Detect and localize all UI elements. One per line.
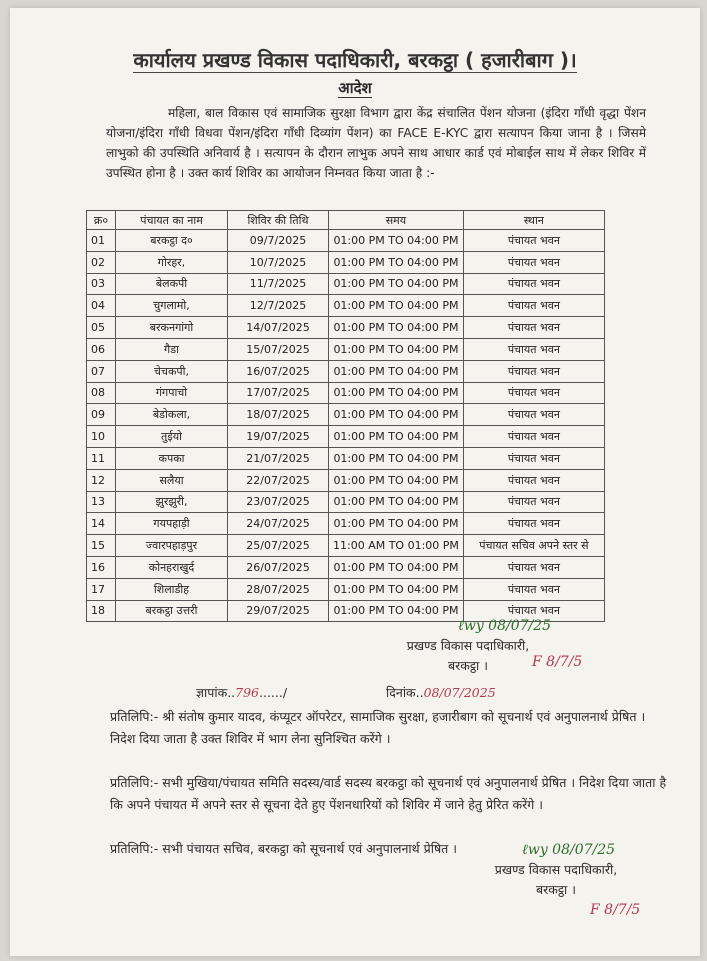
cell-panchayat: ज्वारपहाड़पुर [116, 535, 228, 557]
cell-serial: 06 [87, 338, 116, 360]
cell-venue: पंचायत भवन [463, 447, 604, 469]
table-row [87, 556, 605, 578]
cell-time: 01:00 PM TO 04:00 PM [329, 578, 464, 600]
cell-venue: पंचायत भवन [463, 230, 604, 252]
cell-date: 17/07/2025 [228, 382, 329, 404]
cell-date: 21/07/2025 [228, 447, 329, 469]
initials-stamp-2: F 8/7/5 [590, 902, 641, 918]
memo-date-label: दिनांक.. [386, 685, 424, 700]
order-paragraph: महिला, बाल विकास एवं सामाजिक सुरक्षा विभाग द्वारा केंद्र संचालित पेंशन योजना (इंदिरा गाँधी वृद्धा पेंशन योजना/इंदिरा गाँधी विधवा पेंशन/इंदिरा गाँधी दिव्यांग पेंशन) का FACE E-KYC द्वारा सत्यापन किया जाना है । जिसमे लाभुको की उपस्थिति अनिवार्य है । सत्यापन के दौरान लाभुक अपने साथ आधार कार्ड एवं मोबाईल साथ में लेकर शिविर में उपस्थित होना है । उक्त कार्य शिविर का आयोजन निम्नवत किया जाता है :- [106, 106, 646, 180]
cell-date: 18/07/2025 [228, 404, 329, 426]
cell-venue: पंचायत भवन [463, 382, 604, 404]
cell-serial: 12 [87, 469, 116, 491]
cell-time: 01:00 PM TO 04:00 PM [329, 469, 464, 491]
table-row [87, 251, 605, 273]
cell-date: 25/07/2025 [228, 535, 329, 557]
header-time: समय [329, 211, 464, 230]
signature-block-2 [476, 860, 636, 900]
cell-venue: पंचायत भवन [463, 556, 604, 578]
cell-serial: 07 [87, 360, 116, 382]
cell-date: 10/7/2025 [228, 251, 329, 273]
cell-panchayat: कोनहराखुर्द [116, 556, 228, 578]
cell-venue: पंचायत भवन [463, 578, 604, 600]
cell-venue: पंचायत भवन [463, 251, 604, 273]
cell-time: 01:00 PM TO 04:00 PM [329, 273, 464, 295]
table-row [87, 404, 605, 426]
cell-panchayat: गयपहाड़ी [116, 513, 228, 535]
copy-label: प्रतिलिपि:- [110, 709, 159, 724]
table-row [87, 491, 605, 513]
cell-time: 01:00 PM TO 04:00 PM [329, 491, 464, 513]
cell-serial: 04 [87, 295, 116, 317]
table-header-row [87, 211, 605, 230]
table-row [87, 513, 605, 535]
copy-label: प्रतिलिपि:- [110, 775, 159, 790]
cell-date: 16/07/2025 [228, 360, 329, 382]
cell-serial: 15 [87, 535, 116, 557]
copy-text: सभी मुखिया/पंचायत समिति सदस्य/वार्ड सदस्य बरकट्ठा को सूचनार्थ एवं अनुपालनार्थ प्रेषित । निदेश दिया जाता है कि अपने पंचायत में अपने स्तर से सूचना देते हुए पेंशनधारियों को शिविर में जाने हेतु प्रेरित करेंगे । [110, 775, 667, 812]
table-row [87, 578, 605, 600]
signatory-designation: प्रखण्ड विकास पदाधिकारी, [406, 638, 530, 653]
cell-date: 23/07/2025 [228, 491, 329, 513]
memo-number-label: ज्ञापांक.. [196, 685, 236, 700]
copy-1 [110, 706, 670, 750]
cell-panchayat: झुरझुरी, [116, 491, 228, 513]
cell-venue: पंचायत भवन [463, 338, 604, 360]
cell-venue: पंचायत भवन [463, 513, 604, 535]
cell-panchayat: गैडा [116, 338, 228, 360]
cell-panchayat: बरकट्ठा द० [116, 230, 228, 252]
cell-venue: पंचायत भवन [463, 404, 604, 426]
cell-date: 29/07/2025 [228, 600, 329, 622]
header-date: शिविर की तिथि [228, 211, 329, 230]
signatory-designation: प्रखण्ड विकास पदाधिकारी, [494, 862, 618, 877]
header-serial: क्र० [87, 211, 116, 230]
table-row [87, 360, 605, 382]
cell-date: 26/07/2025 [228, 556, 329, 578]
table-row [87, 295, 605, 317]
cell-serial: 01 [87, 230, 116, 252]
memo-number: 796 [235, 685, 259, 700]
table-row [87, 447, 605, 469]
cell-time: 01:00 PM TO 04:00 PM [329, 404, 464, 426]
table-row [87, 338, 605, 360]
table-row [87, 469, 605, 491]
cell-date: 28/07/2025 [228, 578, 329, 600]
cell-panchayat: गोरहर, [116, 251, 228, 273]
handwritten-signature-2: ℓwy 08/07/25 [522, 842, 616, 858]
cell-time: 01:00 PM TO 04:00 PM [329, 338, 464, 360]
cell-date: 22/07/2025 [228, 469, 329, 491]
cell-panchayat: तुईयो [116, 426, 228, 448]
cell-venue: पंचायत सचिव अपने स्तर से [463, 535, 604, 557]
cell-serial: 18 [87, 600, 116, 622]
cell-venue: पंचायत भवन [463, 469, 604, 491]
cell-serial: 11 [87, 447, 116, 469]
cell-serial: 13 [87, 491, 116, 513]
signatory-place: बरकट्ठा । [536, 882, 576, 897]
cell-date: 24/07/2025 [228, 513, 329, 535]
cell-panchayat: चेचकपी, [116, 360, 228, 382]
cell-date: 11/7/2025 [228, 273, 329, 295]
cell-time: 01:00 PM TO 04:00 PM [329, 230, 464, 252]
cell-venue: पंचायत भवन [463, 317, 604, 339]
initials-stamp: F 8/7/5 [532, 654, 583, 670]
copy-2 [110, 772, 670, 816]
document-page [10, 8, 700, 956]
cell-serial: 14 [87, 513, 116, 535]
cell-panchayat: बेलकपी [116, 273, 228, 295]
camp-schedule-table [86, 210, 605, 622]
cell-panchayat: गंगपाचो [116, 382, 228, 404]
cell-serial: 10 [87, 426, 116, 448]
cell-date: 12/7/2025 [228, 295, 329, 317]
cell-panchayat: कपका [116, 447, 228, 469]
header-panchayat: पंचायत का नाम [116, 211, 228, 230]
cell-panchayat: सलैया [116, 469, 228, 491]
cell-panchayat: चुगलामो, [116, 295, 228, 317]
signature-block-1 [388, 636, 548, 676]
cell-time: 01:00 PM TO 04:00 PM [329, 295, 464, 317]
memo-number-tail: ....../ [259, 685, 288, 700]
cell-date: 14/07/2025 [228, 317, 329, 339]
cell-time: 01:00 PM TO 04:00 PM [329, 556, 464, 578]
cell-time: 01:00 PM TO 04:00 PM [329, 317, 464, 339]
table-row [87, 535, 605, 557]
handwritten-signature: ℓwy 08/07/25 [458, 618, 552, 634]
table-row [87, 273, 605, 295]
cell-panchayat: शिलाडीह [116, 578, 228, 600]
cell-serial: 09 [87, 404, 116, 426]
copy-text: श्री संतोष कुमार यादव, कंप्यूटर ऑपरेटर, सामाजिक सुरक्षा, हजारीबाग को सूचनार्थ एवं अनुपालनार्थ प्रेषित । निदेश दिया जाता है उक्त शिविर में भाग लेना सुनिश्चित करेंगे । [110, 709, 646, 746]
cell-time: 01:00 PM TO 04:00 PM [329, 360, 464, 382]
cell-venue: पंचायत भवन [463, 360, 604, 382]
cell-serial: 08 [87, 382, 116, 404]
cell-panchayat: बरकट्ठा उत्तरी [116, 600, 228, 622]
cell-serial: 03 [87, 273, 116, 295]
cell-time: 01:00 PM TO 04:00 PM [329, 513, 464, 535]
cell-panchayat: बेडोकला, [116, 404, 228, 426]
cell-date: 19/07/2025 [228, 426, 329, 448]
signatory-place: बरकट्ठा । [448, 658, 488, 673]
cell-time: 01:00 PM TO 04:00 PM [329, 600, 464, 622]
table-row [87, 230, 605, 252]
cell-time: 01:00 PM TO 04:00 PM [329, 382, 464, 404]
cell-venue: पंचायत भवन [463, 426, 604, 448]
cell-venue: पंचायत भवन [463, 273, 604, 295]
office-title: कार्यालय प्रखण्ड विकास पदाधिकारी, बरकट्ठा ( हजारीबाग )। [133, 48, 577, 72]
cell-time: 01:00 PM TO 04:00 PM [329, 447, 464, 469]
cell-time: 11:00 AM TO 01:00 PM [329, 535, 464, 557]
cell-time: 01:00 PM TO 04:00 PM [329, 426, 464, 448]
cell-venue: पंचायत भवन [463, 295, 604, 317]
cell-time: 01:00 PM TO 04:00 PM [329, 251, 464, 273]
copy-label: प्रतिलिपि:- [110, 841, 159, 856]
cell-serial: 02 [87, 251, 116, 273]
cell-date: 09/7/2025 [228, 230, 329, 252]
cell-serial: 17 [87, 578, 116, 600]
header-venue: स्थान [463, 211, 604, 230]
copy-text: सभी पंचायत सचिव, बरकट्ठा को सूचनार्थ एवं अनुपालनार्थ प्रेषित । [162, 841, 458, 856]
table-row [87, 426, 605, 448]
order-heading: आदेश [338, 79, 372, 97]
memo-date: 08/07/2025 [423, 685, 496, 700]
cell-panchayat: बरकनगांगो [116, 317, 228, 339]
cell-venue: पंचायत भवन [463, 600, 604, 622]
cell-serial: 05 [87, 317, 116, 339]
table-row [87, 382, 605, 404]
cell-venue: पंचायत भवन [463, 491, 604, 513]
cell-date: 15/07/2025 [228, 338, 329, 360]
table-row [87, 317, 605, 339]
cell-serial: 16 [87, 556, 116, 578]
